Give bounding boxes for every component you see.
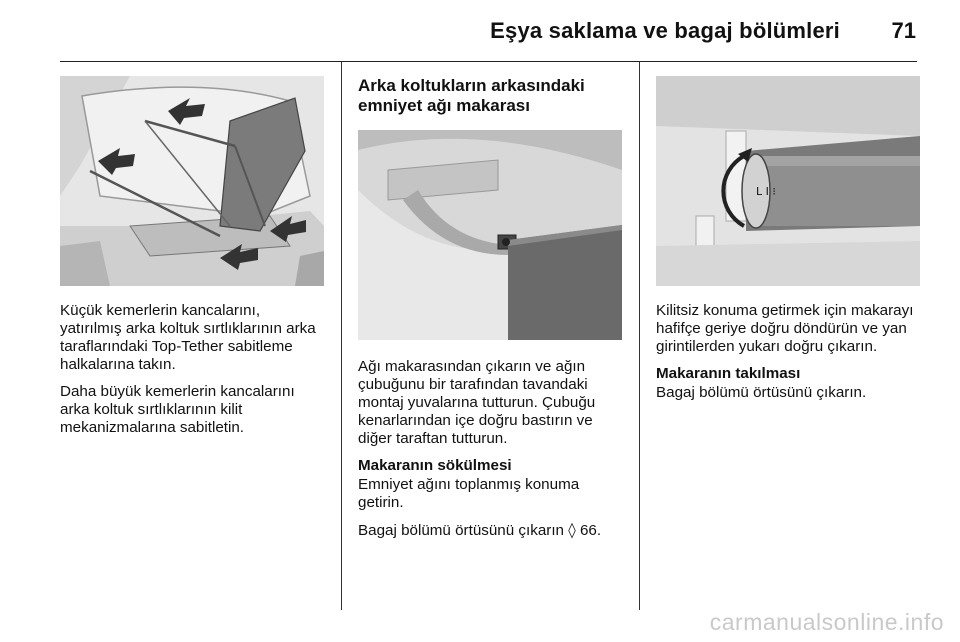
column-2 — [358, 76, 622, 549]
column-divider-1 — [341, 62, 342, 610]
subheading-removal: Makaranın sökülmesi — [358, 457, 512, 474]
subheading-installation: Makaranın takılması — [656, 365, 801, 382]
watermark: carmanualsonline.info — [709, 609, 944, 635]
figure-net-roller-mount — [358, 130, 622, 340]
col1-paragraph-1: Küçük kemerlerin kancalarını, yatırılmış arka koltuk sırtlıklarının arka taraflarındaki Top-Tether sabitleme halkalarına takın. — [60, 302, 316, 373]
col3-paragraph-2: Bagaj bölümü örtüsünü çıkarın. — [656, 384, 867, 401]
figure-roller-removal — [656, 76, 920, 286]
page-reference-link[interactable]: 66. — [579, 522, 602, 539]
col2-paragraph-3-text: Bagaj bölümü örtüsünü çıkarın — [358, 522, 564, 539]
column-divider-2 — [639, 62, 640, 610]
header-rule — [60, 61, 917, 62]
col2-paragraph-2: Emniyet ağını toplanmış konuma getirin. — [358, 476, 580, 511]
figure-seatbelt-net — [60, 76, 324, 286]
column-3 — [656, 76, 920, 411]
col2-paragraph-3 — [358, 521, 622, 540]
column-1 — [60, 76, 324, 446]
roller-lock-label: L I ⁝ — [756, 185, 776, 198]
page-reference-icon: ◊ — [568, 521, 576, 539]
col3-paragraph-1: Kilitsiz konuma getirmek için makarayı hafifçe geriye doğru döndürün ve yan girintilerden yukarı doğru çıkarın. — [656, 302, 914, 355]
col1-paragraph-2: Daha büyük kemerlerin kancalarını arka koltuk sırtlıklarının kilit mekanizmalarına sabitletin. — [60, 383, 295, 436]
section-heading-net-roller: Arka koltukların arkasındaki emniyet ağı makarası — [358, 76, 585, 115]
col2-paragraph-1: Ağı makarasından çıkarın ve ağın çubuğunu bir tarafından tavandaki montaj yuvalarına tutturun. Çubuğu kenarlarından içe doğru bastırın ve diğer taraftan tutturun. — [358, 358, 596, 447]
page-title: Eşya saklama ve bagaj bölümleri — [490, 18, 840, 43]
page-number: 71 — [891, 18, 916, 43]
